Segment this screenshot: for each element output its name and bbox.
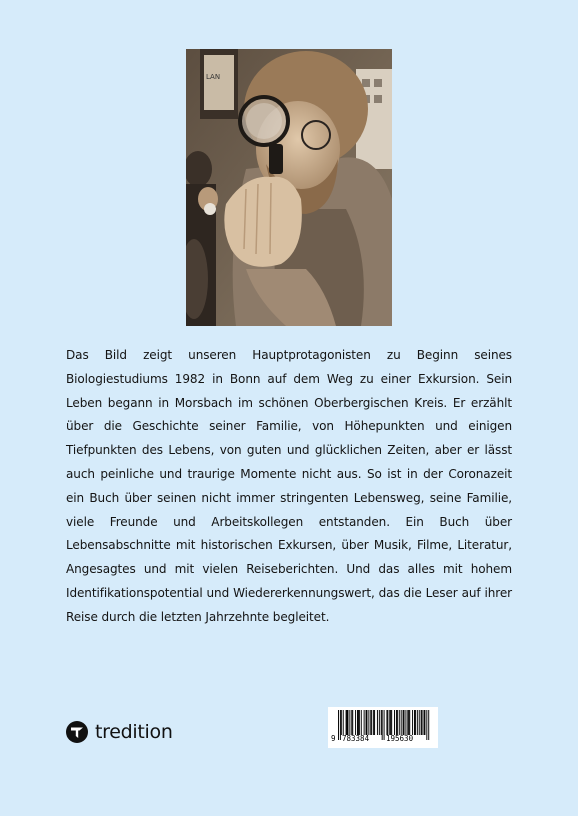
barcode-bar: [426, 710, 427, 740]
barcode-bar: [373, 710, 374, 735]
barcode-digits-right: 195630: [386, 734, 414, 743]
barcode-lead-digit: 9: [331, 734, 336, 743]
barcode-bar: [407, 710, 408, 735]
barcode-bar: [357, 710, 358, 735]
barcode-bar: [412, 710, 413, 735]
barcode-bar: [379, 710, 380, 735]
publisher-logo: [66, 720, 173, 744]
barcode-bar: [361, 710, 362, 735]
barcode-bar: [343, 710, 344, 735]
barcode-bar: [366, 710, 367, 735]
back-cover-blurb: Das Bild zeigt unseren Hauptprotagonisten zu Beginn seines Biologiestudiums 1982 in Bonn auf dem Weg zu einer Exkursion. Sein Leben begann in Morsbach im schönen Oberbergischen Kreis. Er erzählt über die Geschichte seiner Familie, von Höhepunkten und einigen Tiefpunkten des Lebens, von guten und glücklichen Zeiten, aber er lässt auch peinliche und traurige Momente nicht aus. So ist in der Coronazeit ein Buch über seinen nicht immer stringenten Lebensweg, seine Familie, viele Freunde und Arbeitskollegen entstanden. Ein Buch über Lebensabschnitte mit historischen Exkursen, über Musik, Filme, Literatur, Angesagtes und mit vielen Reiseberichten. Und das alles mit hohem Identifikationspotential und Wiedererkennungswert, das die Leser auf ihrer Reise durch die letzten Jahrzehnte begleitet.: [66, 348, 512, 624]
barcode-bar: [347, 710, 348, 735]
cover-photo: [186, 49, 392, 326]
barcode-bar: [364, 710, 365, 735]
barcode-bar: [403, 710, 404, 735]
barcode-bar: [404, 710, 405, 735]
barcode-bar: [371, 710, 372, 735]
barcode-bar: [377, 710, 378, 735]
tredition-logo-icon: [66, 721, 88, 743]
barcode-bar: [394, 710, 395, 735]
barcode-bar: [382, 710, 383, 740]
barcode-bar: [405, 710, 406, 735]
barcode-bar: [367, 710, 368, 735]
barcode-bar: [368, 710, 369, 735]
barcode-bar: [374, 710, 375, 735]
barcode-bar: [359, 710, 360, 735]
barcode-bar: [340, 710, 341, 740]
barcode-bar: [384, 710, 385, 740]
barcode-bar: [419, 710, 420, 735]
barcode-bar: [358, 710, 359, 735]
barcode-bar: [351, 710, 352, 735]
isbn-barcode: [328, 707, 438, 748]
barcode-bar: [414, 710, 415, 735]
barcode-bar: [422, 710, 423, 735]
barcode-bar: [428, 710, 429, 740]
barcode-bar: [338, 710, 339, 740]
barcode-bar: [390, 710, 391, 735]
svg-text:LAN: LAN: [206, 73, 221, 81]
barcode-bar: [389, 710, 390, 735]
barcode-bar: [424, 710, 425, 735]
barcode-bar: [355, 710, 356, 735]
barcode-bar: [391, 710, 392, 735]
barcode-bar: [397, 710, 398, 735]
barcode-bar: [417, 710, 418, 735]
barcode-bar: [396, 710, 397, 735]
barcode-bar: [349, 710, 350, 735]
barcode-bar: [370, 710, 371, 735]
barcode-bar: [348, 710, 349, 735]
barcode-bar: [341, 710, 342, 735]
barcode-bar: [415, 710, 416, 735]
barcode-bar: [408, 710, 409, 735]
barcode-bar: [381, 710, 382, 735]
barcode-bar: [421, 710, 422, 735]
barcode-bar: [424, 710, 425, 735]
barcode-bar: [387, 710, 388, 735]
barcode-bar: [409, 710, 410, 735]
portrait-photo-icon: [186, 49, 392, 326]
barcode-bar: [346, 710, 347, 735]
barcode-bar: [401, 710, 402, 735]
barcode-digits-left: 783384: [342, 734, 370, 743]
barcode-bar: [399, 710, 400, 735]
barcode-bar: [386, 710, 387, 735]
barcode-bar: [352, 710, 353, 735]
publisher-name: tredition: [95, 721, 173, 743]
